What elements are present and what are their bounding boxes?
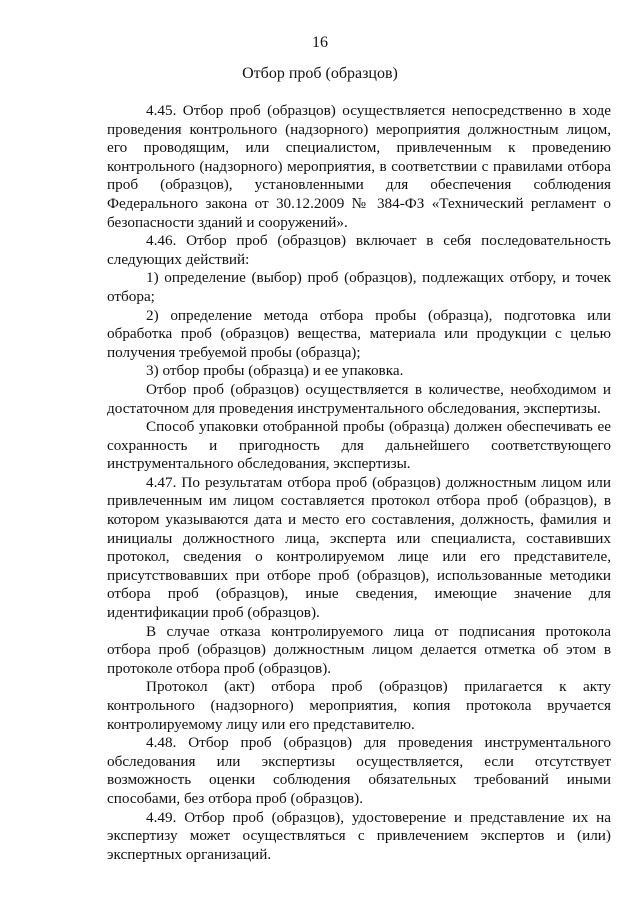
paragraph-4-48: 4.48. Отбор проб (образцов) для проведения инструментального обследования или экспертизы осуществляется, если отсутствует возможность оценки соблюдения обязательных требований иными способами, без отбора проб (образцов).: [107, 734, 611, 807]
document-body: [107, 102, 611, 864]
paragraph-protocol-attachment: Протокол (акт) отбора проб (образцов) прилагается к акту контрольного (надзорного) мероприятия, копия протокола вручается контролируемому лицу или его представителю.: [107, 678, 611, 733]
paragraph-4-49: 4.49. Отбор проб (образцов), удостоверение и представление их на экспертизу может осуществляться с привлечением экспертов и (или) экспертных организаций.: [107, 808, 611, 863]
paragraph-quantity: Отбор проб (образцов) осуществляется в количестве, необходимом и достаточном для проведения инструментального обследования, экспертизы.: [107, 380, 611, 417]
paragraph-4-47: 4.47. По результатам отбора проб (образцов) должностным лицом или привлеченным им лицом составляется протокол отбора проб (образцов), в котором указываются дата и место его составления, должность, фамилия и инициалы должностного лица, эксперта или специалиста, составивших протокол, сведения о контролируемом лице или его представителе, присутствовавших при отборе проб (образцов), использованные методики отбора проб (образцов), иные сведения, имеющие значение для идентификации проб (образцов).: [107, 473, 611, 622]
list-item-1: 1) определение (выбор) проб (образцов), подлежащих отбору, и точек отбора;: [107, 269, 611, 305]
paragraph-packaging: Способ упаковки отобранной пробы (образца) должен обеспечивать ее сохранность и пригодность для дальнейшего соответствующего инструментального обследования, экспертизы.: [107, 418, 611, 473]
page-number: 16: [312, 34, 328, 51]
list-item-2: 2) определение метода отбора пробы (образца), подготовка или обработка проб (образцов) вещества, материала или продукции с целью получения требуемой пробы (образца);: [107, 306, 611, 361]
paragraph-4-46: 4.46. Отбор проб (образцов) включает в себя последовательность следующих действий:: [107, 232, 611, 268]
list-item-3: 3) отбор пробы (образца) и ее упаковка.: [146, 362, 404, 380]
paragraph-4-45: 4.45. Отбор проб (образцов) осуществляется непосредственно в ходе проведения контрольного (надзорного) мероприятия должностным лицом, его проводящим, или специалистом, привлеченным к проведению контрольного (надзорного) мероприятия, в соответствии с правилами отбора проб (образцов), установленными для обеспечения соблюдения Федерального закона от 30.12.2009 № 384-ФЗ «Технический регламент о безопасности зданий и сооружений».: [107, 102, 611, 231]
section-title: Отбор проб (образцов): [242, 65, 398, 82]
paragraph-refusal: В случае отказа контролируемого лица от подписания протокола отбора проб (образцов) должностным лицом делается отметка об этом в протоколе отбора проб (образцов).: [107, 622, 611, 677]
